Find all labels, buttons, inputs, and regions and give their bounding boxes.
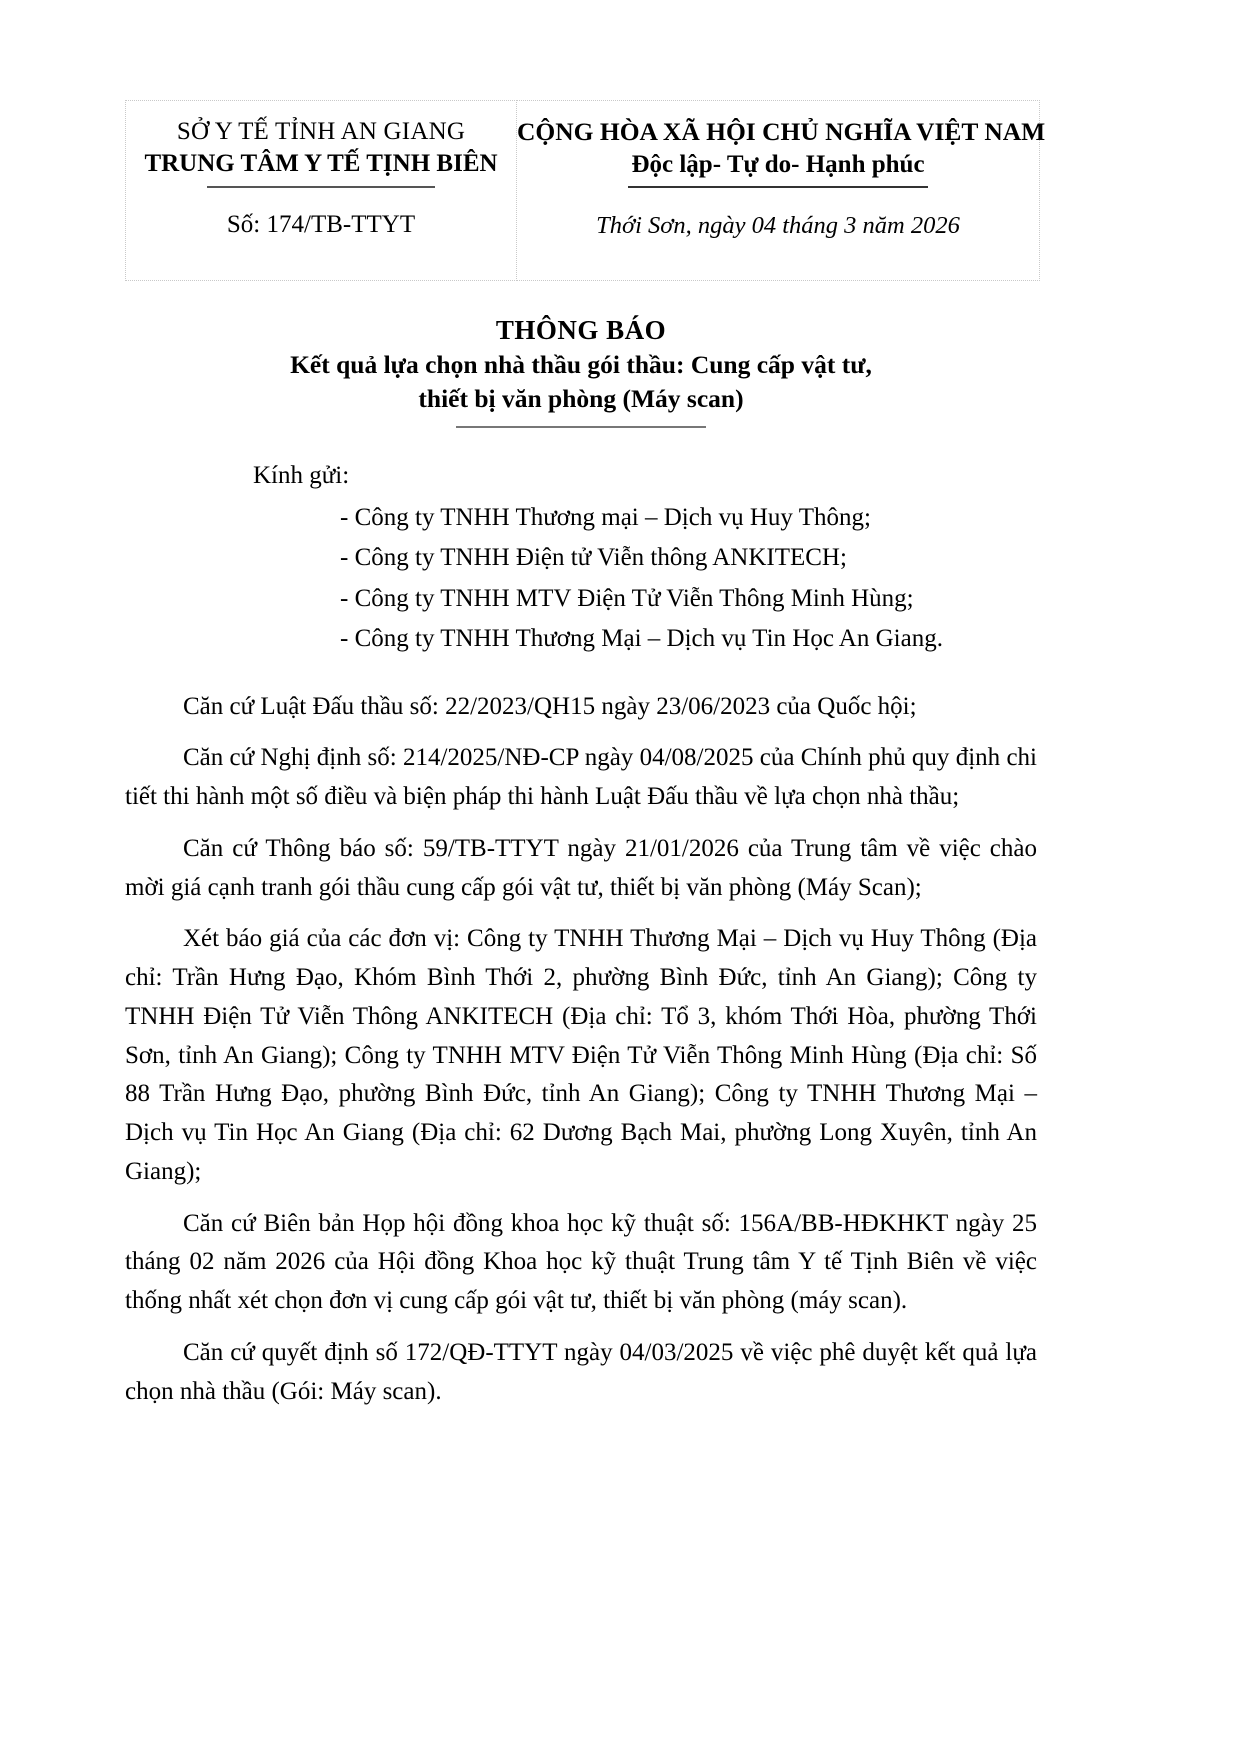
recipient-item: - Công ty TNHH MTV Điện Tử Viễn Thông Minh Hùng;	[340, 584, 914, 612]
document-body	[125, 688, 1037, 1412]
recipient-item: - Công ty TNHH Thương Mại – Dịch vụ Tin Học An Giang.	[340, 625, 943, 653]
recipient-item: - Công ty TNHH Điện tử Viễn thông ANKITECH;	[340, 544, 847, 572]
issuing-parent-org: SỞ Y TẾ TỈNH AN GIANG	[176, 118, 466, 145]
body-paragraph: Căn cứ Thông báo số: 59/TB-TTYT ngày 21/01/2026 của Trung tâm về việc chào mời giá cạnh tranh gói thầu cung cấp gói vật tư, thiết bị văn phòng (Máy Scan);	[125, 834, 1037, 901]
place-and-date: Thới Sơn, ngày 04 tháng 3 năm 2026	[596, 211, 960, 239]
document-subtitle-line-1: Kết quả lựa chọn nhà thầu gói thầu: Cung cấp vật tư,	[290, 349, 872, 379]
recipient-item: - Công ty TNHH Thương mại – Dịch vụ Huy Thông;	[340, 503, 871, 531]
header-right-cell	[517, 101, 1046, 281]
document-header-table	[125, 100, 1046, 281]
national-motto: Độc lập- Tự do- Hạnh phúc	[631, 150, 925, 178]
document-type-title: THÔNG BÁO	[495, 314, 667, 345]
document-content	[125, 0, 1046, 1411]
body-paragraph: Xét báo giá của các đơn vị: Công ty TNHH Thương Mại – Dịch vụ Huy Thông (Địa chỉ: Trần Hưng Đạo, Khóm Bình Thới 2, phường Bình Đức, tỉnh An Giang); Công ty TNHH Điện Tử Viễn Thông ANKITECH (Địa chỉ: Tổ 3, khóm Thới Hòa, phường Thới Sơn, tỉnh An Giang); Công ty TNHH MTV Điện Tử Viễn Thông Minh Hùng (Địa chỉ: Số 88 Trần Hưng Đạo, phường Bình Đức, tỉnh An Giang); Công ty TNHH Thương Mại – Dịch vụ Tin Học An Giang (Địa chỉ: 62 Dương Bạch Mai, phường Long Xuyên, tỉnh An Giang);	[125, 925, 1037, 1185]
document-number: Số: 174/TB-TTYT	[226, 211, 416, 238]
issuing-org: TRUNG TÂM Y TẾ TỊNH BIÊN	[144, 150, 498, 177]
title-block	[125, 313, 1037, 428]
document-subtitle-line-2: thiết bị văn phòng (Máy scan)	[418, 384, 744, 414]
body-paragraph: Căn cứ Luật Đấu thầu số: 22/2023/QH15 ngày 23/06/2023 của Quốc hội;	[183, 692, 917, 720]
header-left-cell	[126, 101, 517, 281]
body-paragraph: Căn cứ quyết định số 172/QĐ-TTYT ngày 04/03/2025 về việc phê duyệt kết quả lựa chọn nhà thầu (Gói: Máy scan).	[125, 1338, 1037, 1405]
recipients-list	[340, 498, 1037, 660]
body-paragraph: Căn cứ Nghị định số: 214/2025/NĐ-CP ngày 04/08/2025 của Chính phủ quy định chi tiết thi hành một số điều và biện pháp thi hành Luật Đấu thầu về lựa chọn nhà thầu;	[125, 744, 1037, 811]
body-paragraph: Căn cứ Biên bản Họp hội đồng khoa học kỹ thuật số: 156A/BB-HĐKHKT ngày 25 tháng 02 năm 2026 của Hội đồng Khoa học kỹ thuật Trung tâm Y tế Tịnh Biên về việc thống nhất xét chọn đơn vị cung cấp gói vật tư, thiết bị văn phòng (máy scan).	[125, 1209, 1037, 1315]
national-name: CỘNG HÒA XÃ HỘI CHỦ NGHĨA VIỆT NAM	[517, 117, 1046, 146]
recipients-label: Kính gửi:	[253, 461, 350, 489]
title-divider	[456, 426, 706, 428]
